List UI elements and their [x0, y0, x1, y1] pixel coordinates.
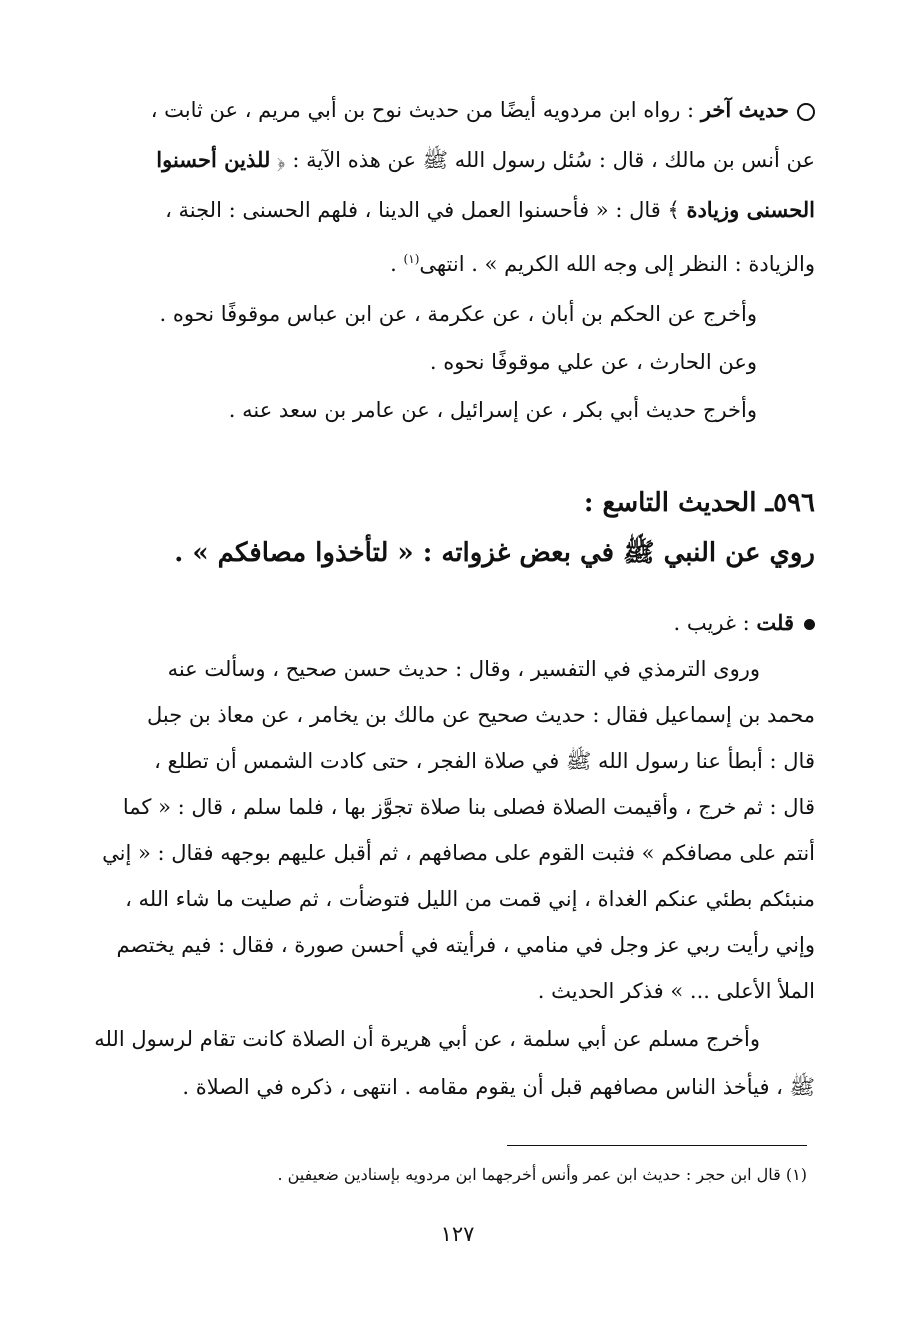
hadith-other-text-1: : رواه ابن مردويه أيضًا من حديث نوح بن أبي مريم ، عن ثابت ، [150, 98, 695, 122]
comment-line: الملأ الأعلى ... » فذكر الحديث . [537, 979, 815, 1003]
comment-heading-line [100, 600, 815, 646]
quran-verse-part-2: الحسنى وزيادة [686, 197, 815, 222]
filled-circle-bullet-icon [804, 619, 815, 630]
comment-line: محمد بن إسماعيل فقال : حديث صحيح عن مالك بن يخامر ، عن معاذ بن جبل [146, 703, 815, 727]
footnote-divider [507, 1145, 807, 1146]
hadith-other-label: حديث آخر [700, 97, 789, 122]
hadith-596-text: روي عن النبي ﷺ في بعض غزواته : « لتأخذوا مصافكم » . [174, 538, 815, 568]
hadith-596-section [100, 478, 815, 578]
comment-line: وإني رأيت ربي عز وجل في منامي ، فرأيته في أحسن صورة ، فقال : فيم يختصم [116, 933, 815, 957]
comment-label: قلت [756, 610, 794, 635]
narration-line: وأخرج حديث أبي بكر ، عن إسرائيل ، عن عامر بن سعد عنه . [228, 398, 757, 422]
muslim-line: وأخرج مسلم عن أبي سلمة ، عن أبي هريرة أن الصلاة كانت تقام لرسول الله [94, 1027, 760, 1051]
narration-line: وعن الحارث ، عن علي موقوفًا نحوه . [429, 350, 757, 374]
hadith-other-line-1 [100, 85, 815, 135]
hadith-other-text-3: ﴾ قال : « فأحسنوا العمل في الدينا ، فلهم الحسنى : الجنة ، [165, 198, 680, 222]
footnote-reference: (١) [403, 252, 420, 266]
comment-line: أنتم على مصافكم » فثبت القوم على مصافهم ، ثم أقبل عليهم بوجهه فقال : « إني [102, 841, 815, 865]
comment-line: وروى الترمذي في التفسير ، وقال : حديث حسن صحيح ، وسألت عنه [167, 657, 760, 681]
page-number: ١٢٧ [440, 1222, 475, 1246]
comment-line: قال : أبطأ عنا رسول الله ﷺ في صلاة الفجر ، حتى كادت الشمس أن تطلع ، [154, 749, 815, 773]
comment-line: منبئكم بطئي عنكم الغداة ، إني قمت من الليل فتوضأت ، ثم صليت ما شاء الله ، [125, 887, 815, 911]
hadith-596-heading: ٥٩٦ـ الحديث التاسع : [583, 488, 815, 518]
comment-verdict: : غريب . [673, 611, 750, 635]
muslim-paragraph [94, 1015, 815, 1111]
hadith-other-line-2 [100, 135, 815, 185]
narrations-paragraph [100, 290, 757, 434]
hadith-other-text-4-end: . [390, 252, 397, 276]
muslim-line: ﷺ ، فيأخذ الناس مصافهم قبل أن يقوم مقامه . انتهى ، ذكره في الصلاة . [182, 1075, 815, 1099]
comment-line: قال : ثم خرج ، وأقيمت الصلاة فصلى بنا صلاة تجوَّز بها ، فلما سلم ، قال : « كما [122, 795, 815, 819]
quran-verse-part-1: للذين أحسنوا [156, 147, 271, 172]
hollow-circle-bullet-icon [797, 103, 815, 121]
hadith-other-line-3 [100, 185, 815, 235]
hadith-other-text-4: والزيادة : النظر إلى وجه الله الكريم » . انتهى [419, 252, 815, 276]
hadith-other-paragraph [100, 85, 815, 289]
comment-paragraph [100, 600, 815, 1014]
narration-line: وأخرج عن الحكم بن أبان ، عن عكرمة ، عن ابن عباس موقوفًا نحوه . [159, 302, 757, 326]
hadith-other-line-4 [100, 235, 815, 289]
hadith-other-text-2: عن أنس بن مالك ، قال : سُئل رسول الله ﷺ عن هذه الآية : ﴿ [277, 148, 815, 172]
footnote: (١) قال ابن حجر : حديث ابن عمر وأنس أخرجهما ابن مردويه بإسنادين ضعيفين . [277, 1165, 807, 1184]
